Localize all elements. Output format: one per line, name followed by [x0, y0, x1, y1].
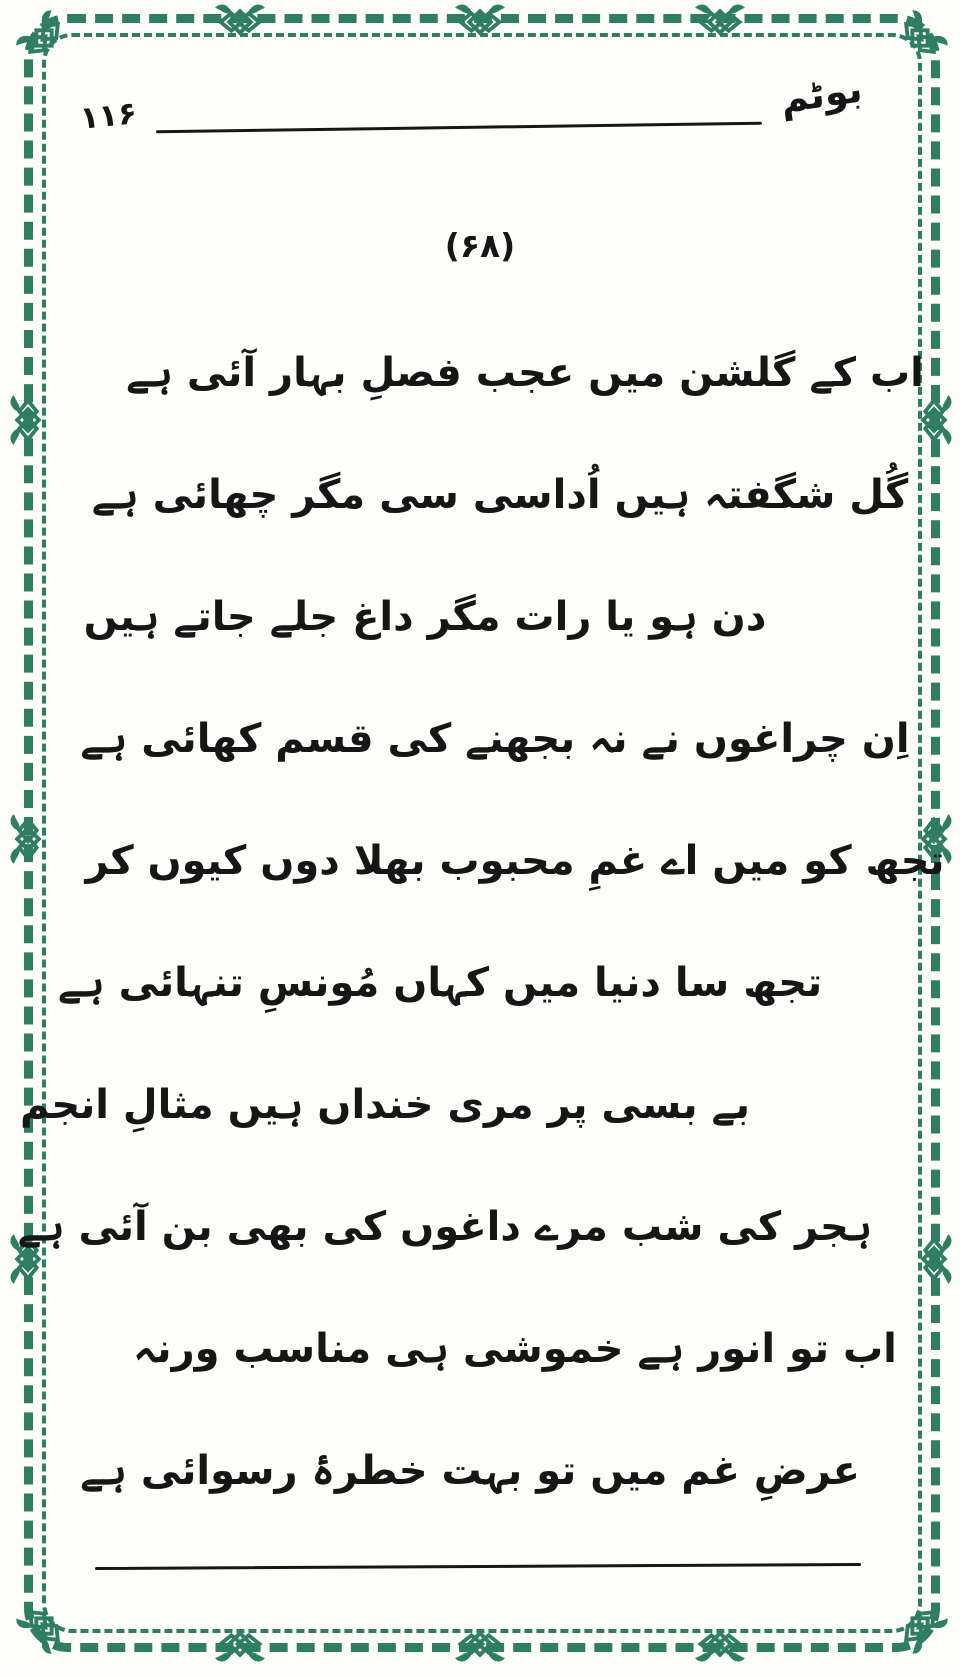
verse-line: اب کے گلشن میں عجب فصلِ بہار آئی ہے [126, 350, 924, 396]
poem-verses [17, 312, 945, 1532]
verse-line: دن ہو یا رات مگر داغ جلے جاتے ہیں [83, 594, 767, 640]
verse-line: اب تو انور ہے خموشی ہی مناسب ورنہ [133, 1326, 897, 1372]
border-knot-icon [6, 813, 50, 865]
verse-line: اِن چراغوں نے نہ بجھنے کی قسم کھائی ہے [80, 716, 910, 762]
poem-number: (۶۸) [444, 226, 516, 265]
verse-line: عرضِ غم میں تو بہت خطرۂ رسوائی ہے [80, 1448, 860, 1494]
verse-line: تجھ سا دنیا میں کہاں مُونسِ تنہائی ہے [57, 960, 823, 1006]
book-title: بوٹم [777, 66, 865, 122]
running-header [78, 66, 865, 164]
border-knot-icon [912, 1233, 956, 1285]
border-knot-icon [214, 0, 266, 44]
page-number: ۱۱۶ [78, 95, 139, 137]
border-knot-icon [694, 0, 746, 44]
verse-line: تجھ کو میں اے غمِ محبوب بھلا دوں کیوں کر [85, 838, 945, 884]
border-knot-icon [694, 1622, 746, 1666]
border-knot-icon [214, 1622, 266, 1666]
border-knot-icon [6, 394, 50, 446]
border-knot-icon [454, 0, 506, 44]
verse-line: گُل شگفتہ ہیں اُداسی سی مگر چھائی ہے [91, 472, 909, 518]
header-rule [156, 122, 762, 133]
border-knot-icon [454, 1622, 506, 1666]
verse-line: ہجر کی شب مرے داغوں کی بھی بن آئی ہے [17, 1204, 873, 1250]
verse-line: بے بسی پر مری خنداں ہیں مثالِ انجم [20, 1082, 750, 1128]
